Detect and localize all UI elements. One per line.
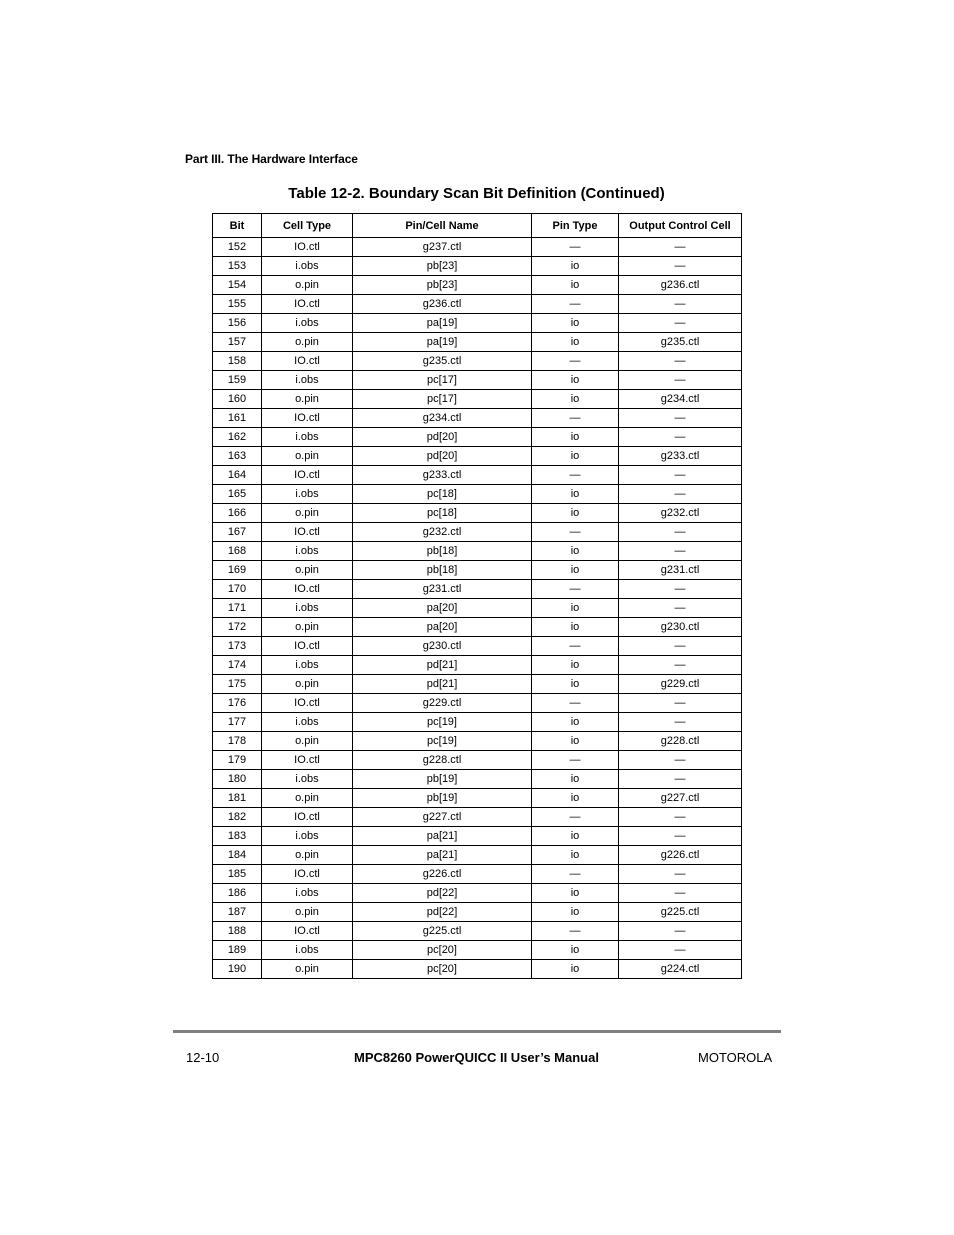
table-header-row <box>213 214 742 238</box>
cell-pin-cell-name: pd[21] <box>353 675 532 694</box>
cell-pin-type: — <box>532 580 619 599</box>
cell-output-control-cell: — <box>619 656 742 675</box>
cell-bit: 176 <box>213 694 262 713</box>
cell-output-control-cell: — <box>619 884 742 903</box>
table-row <box>213 751 742 770</box>
table-row <box>213 941 742 960</box>
cell-pin-type: io <box>532 960 619 979</box>
cell-pin-cell-name: pc[19] <box>353 732 532 751</box>
cell-pin-cell-name: pb[23] <box>353 276 532 295</box>
cell-pin-type: — <box>532 637 619 656</box>
cell-pin-type: io <box>532 713 619 732</box>
cell-pin-type: — <box>532 694 619 713</box>
cell-pin-cell-name: g236.ctl <box>353 295 532 314</box>
cell-output-control-cell: — <box>619 314 742 333</box>
cell-bit: 167 <box>213 523 262 542</box>
cell-pin-cell-name: pa[19] <box>353 314 532 333</box>
column-header-output-control-cell: Output Control Cell <box>619 214 742 238</box>
cell-cell-type: i.obs <box>262 542 353 561</box>
cell-pin-cell-name: pb[19] <box>353 770 532 789</box>
cell-output-control-cell: — <box>619 542 742 561</box>
cell-pin-type: io <box>532 827 619 846</box>
table-row <box>213 352 742 371</box>
table-row <box>213 922 742 941</box>
cell-pin-cell-name: pc[18] <box>353 485 532 504</box>
cell-cell-type: IO.ctl <box>262 637 353 656</box>
table-row <box>213 314 742 333</box>
cell-cell-type: IO.ctl <box>262 523 353 542</box>
cell-cell-type: o.pin <box>262 789 353 808</box>
table-row <box>213 770 742 789</box>
table-row <box>213 960 742 979</box>
cell-pin-type: io <box>532 428 619 447</box>
cell-cell-type: i.obs <box>262 770 353 789</box>
cell-pin-cell-name: pd[20] <box>353 428 532 447</box>
cell-cell-type: o.pin <box>262 960 353 979</box>
cell-pin-cell-name: g229.ctl <box>353 694 532 713</box>
cell-pin-cell-name: pd[21] <box>353 656 532 675</box>
table-row <box>213 656 742 675</box>
cell-pin-type: — <box>532 238 619 257</box>
cell-bit: 181 <box>213 789 262 808</box>
cell-output-control-cell: — <box>619 257 742 276</box>
cell-cell-type: i.obs <box>262 485 353 504</box>
table-row <box>213 447 742 466</box>
footer-page-number: 12-10 <box>186 1050 220 1065</box>
cell-cell-type: o.pin <box>262 903 353 922</box>
cell-cell-type: i.obs <box>262 713 353 732</box>
cell-output-control-cell: g233.ctl <box>619 447 742 466</box>
cell-cell-type: o.pin <box>262 561 353 580</box>
cell-output-control-cell: — <box>619 865 742 884</box>
cell-pin-cell-name: g234.ctl <box>353 409 532 428</box>
cell-output-control-cell: g232.ctl <box>619 504 742 523</box>
cell-pin-cell-name: pb[23] <box>353 257 532 276</box>
cell-pin-cell-name: pc[20] <box>353 960 532 979</box>
cell-pin-cell-name: g237.ctl <box>353 238 532 257</box>
cell-bit: 170 <box>213 580 262 599</box>
cell-bit: 168 <box>213 542 262 561</box>
cell-pin-cell-name: g226.ctl <box>353 865 532 884</box>
cell-pin-type: io <box>532 314 619 333</box>
cell-pin-cell-name: pa[21] <box>353 827 532 846</box>
cell-cell-type: IO.ctl <box>262 922 353 941</box>
cell-bit: 161 <box>213 409 262 428</box>
cell-output-control-cell: — <box>619 371 742 390</box>
column-header-cell-type: Cell Type <box>262 214 353 238</box>
table-row <box>213 466 742 485</box>
cell-cell-type: o.pin <box>262 618 353 637</box>
cell-output-control-cell: — <box>619 523 742 542</box>
cell-pin-type: — <box>532 409 619 428</box>
cell-pin-cell-name: pd[22] <box>353 903 532 922</box>
table-row <box>213 903 742 922</box>
cell-bit: 179 <box>213 751 262 770</box>
cell-bit: 152 <box>213 238 262 257</box>
cell-output-control-cell: g226.ctl <box>619 846 742 865</box>
cell-output-control-cell: g228.ctl <box>619 732 742 751</box>
cell-pin-type: — <box>532 808 619 827</box>
table-row <box>213 333 742 352</box>
column-header-pin-cell-name: Pin/Cell Name <box>353 214 532 238</box>
cell-cell-type: o.pin <box>262 846 353 865</box>
cell-pin-type: io <box>532 675 619 694</box>
cell-pin-cell-name: pb[18] <box>353 542 532 561</box>
table-row <box>213 694 742 713</box>
cell-output-control-cell: g231.ctl <box>619 561 742 580</box>
table-row <box>213 390 742 409</box>
cell-pin-cell-name: g228.ctl <box>353 751 532 770</box>
cell-pin-type: io <box>532 257 619 276</box>
cell-bit: 174 <box>213 656 262 675</box>
cell-pin-cell-name: g230.ctl <box>353 637 532 656</box>
table-row <box>213 827 742 846</box>
cell-pin-cell-name: pd[20] <box>353 447 532 466</box>
table-row <box>213 808 742 827</box>
cell-cell-type: o.pin <box>262 276 353 295</box>
cell-pin-type: — <box>532 865 619 884</box>
table-body <box>213 238 742 979</box>
cell-output-control-cell: — <box>619 466 742 485</box>
table-row <box>213 865 742 884</box>
cell-cell-type: o.pin <box>262 333 353 352</box>
cell-bit: 175 <box>213 675 262 694</box>
cell-output-control-cell: — <box>619 941 742 960</box>
cell-pin-cell-name: g235.ctl <box>353 352 532 371</box>
cell-pin-type: — <box>532 466 619 485</box>
table-row <box>213 504 742 523</box>
cell-pin-cell-name: g225.ctl <box>353 922 532 941</box>
cell-output-control-cell: g230.ctl <box>619 618 742 637</box>
cell-pin-cell-name: pa[20] <box>353 599 532 618</box>
cell-bit: 171 <box>213 599 262 618</box>
cell-output-control-cell: — <box>619 409 742 428</box>
cell-pin-type: io <box>532 504 619 523</box>
table-row <box>213 257 742 276</box>
cell-output-control-cell: — <box>619 827 742 846</box>
column-header-pin-type: Pin Type <box>532 214 619 238</box>
cell-bit: 164 <box>213 466 262 485</box>
cell-pin-cell-name: g232.ctl <box>353 523 532 542</box>
table-row <box>213 884 742 903</box>
cell-pin-type: io <box>532 599 619 618</box>
cell-cell-type: IO.ctl <box>262 352 353 371</box>
table-row <box>213 732 742 751</box>
table-row <box>213 485 742 504</box>
cell-cell-type: i.obs <box>262 599 353 618</box>
table-title: Table 12-2. Boundary Scan Bit Definition (Continued) <box>288 185 665 202</box>
cell-bit: 156 <box>213 314 262 333</box>
cell-pin-type: io <box>532 656 619 675</box>
cell-bit: 160 <box>213 390 262 409</box>
cell-pin-type: io <box>532 276 619 295</box>
cell-cell-type: i.obs <box>262 257 353 276</box>
table-row <box>213 542 742 561</box>
cell-pin-cell-name: pa[19] <box>353 333 532 352</box>
cell-output-control-cell: — <box>619 713 742 732</box>
cell-output-control-cell: g234.ctl <box>619 390 742 409</box>
cell-bit: 190 <box>213 960 262 979</box>
cell-pin-cell-name: pa[20] <box>353 618 532 637</box>
cell-pin-cell-name: pc[19] <box>353 713 532 732</box>
cell-cell-type: i.obs <box>262 941 353 960</box>
cell-output-control-cell: g229.ctl <box>619 675 742 694</box>
cell-cell-type: IO.ctl <box>262 238 353 257</box>
cell-cell-type: IO.ctl <box>262 694 353 713</box>
cell-output-control-cell: — <box>619 694 742 713</box>
table-row <box>213 295 742 314</box>
cell-bit: 173 <box>213 637 262 656</box>
cell-cell-type: i.obs <box>262 428 353 447</box>
cell-bit: 166 <box>213 504 262 523</box>
cell-bit: 153 <box>213 257 262 276</box>
cell-cell-type: i.obs <box>262 827 353 846</box>
cell-pin-type: io <box>532 561 619 580</box>
table-row <box>213 580 742 599</box>
cell-pin-type: io <box>532 618 619 637</box>
cell-cell-type: o.pin <box>262 390 353 409</box>
cell-output-control-cell: — <box>619 580 742 599</box>
cell-output-control-cell: — <box>619 485 742 504</box>
table-row <box>213 523 742 542</box>
cell-output-control-cell: — <box>619 352 742 371</box>
cell-output-control-cell: — <box>619 770 742 789</box>
cell-pin-cell-name: pb[19] <box>353 789 532 808</box>
cell-bit: 187 <box>213 903 262 922</box>
cell-bit: 186 <box>213 884 262 903</box>
table-row <box>213 238 742 257</box>
cell-pin-type: io <box>532 846 619 865</box>
cell-cell-type: i.obs <box>262 884 353 903</box>
cell-bit: 159 <box>213 371 262 390</box>
cell-bit: 189 <box>213 941 262 960</box>
cell-pin-cell-name: g231.ctl <box>353 580 532 599</box>
cell-cell-type: o.pin <box>262 504 353 523</box>
table-row <box>213 846 742 865</box>
cell-pin-type: io <box>532 333 619 352</box>
cell-output-control-cell: — <box>619 751 742 770</box>
cell-pin-cell-name: g233.ctl <box>353 466 532 485</box>
cell-bit: 154 <box>213 276 262 295</box>
cell-cell-type: IO.ctl <box>262 295 353 314</box>
cell-pin-type: — <box>532 523 619 542</box>
cell-cell-type: i.obs <box>262 314 353 333</box>
cell-output-control-cell: — <box>619 428 742 447</box>
cell-pin-type: — <box>532 295 619 314</box>
table-row <box>213 637 742 656</box>
table-row <box>213 789 742 808</box>
footer-company: MOTOROLA <box>698 1050 773 1065</box>
cell-bit: 184 <box>213 846 262 865</box>
cell-cell-type: IO.ctl <box>262 808 353 827</box>
cell-bit: 158 <box>213 352 262 371</box>
cell-bit: 163 <box>213 447 262 466</box>
cell-bit: 169 <box>213 561 262 580</box>
cell-cell-type: i.obs <box>262 371 353 390</box>
table-row <box>213 713 742 732</box>
cell-pin-cell-name: pc[20] <box>353 941 532 960</box>
cell-output-control-cell: — <box>619 922 742 941</box>
cell-output-control-cell: g236.ctl <box>619 276 742 295</box>
cell-pin-type: io <box>532 903 619 922</box>
cell-pin-type: io <box>532 941 619 960</box>
cell-bit: 185 <box>213 865 262 884</box>
cell-pin-type: io <box>532 371 619 390</box>
boundary-scan-table <box>212 213 742 979</box>
cell-cell-type: o.pin <box>262 447 353 466</box>
cell-pin-cell-name: pc[17] <box>353 390 532 409</box>
table-row <box>213 599 742 618</box>
table-row <box>213 371 742 390</box>
cell-pin-cell-name: g227.ctl <box>353 808 532 827</box>
cell-bit: 172 <box>213 618 262 637</box>
cell-output-control-cell: — <box>619 295 742 314</box>
table-row <box>213 409 742 428</box>
cell-bit: 157 <box>213 333 262 352</box>
cell-pin-type: io <box>532 789 619 808</box>
cell-output-control-cell: — <box>619 599 742 618</box>
section-header: Part III. The Hardware Interface <box>185 152 358 166</box>
cell-pin-type: io <box>532 770 619 789</box>
cell-cell-type: IO.ctl <box>262 580 353 599</box>
cell-pin-type: — <box>532 922 619 941</box>
column-header-bit: Bit <box>213 214 262 238</box>
cell-pin-type: io <box>532 732 619 751</box>
cell-bit: 165 <box>213 485 262 504</box>
cell-output-control-cell: — <box>619 808 742 827</box>
cell-cell-type: IO.ctl <box>262 865 353 884</box>
cell-bit: 178 <box>213 732 262 751</box>
cell-pin-type: io <box>532 542 619 561</box>
cell-cell-type: IO.ctl <box>262 409 353 428</box>
cell-bit: 177 <box>213 713 262 732</box>
cell-pin-type: — <box>532 751 619 770</box>
cell-cell-type: o.pin <box>262 675 353 694</box>
cell-output-control-cell: g235.ctl <box>619 333 742 352</box>
cell-cell-type: i.obs <box>262 656 353 675</box>
cell-bit: 182 <box>213 808 262 827</box>
cell-pin-type: io <box>532 447 619 466</box>
cell-pin-type: — <box>532 352 619 371</box>
cell-bit: 180 <box>213 770 262 789</box>
cell-pin-cell-name: pd[22] <box>353 884 532 903</box>
cell-pin-cell-name: pc[18] <box>353 504 532 523</box>
cell-output-control-cell: — <box>619 238 742 257</box>
cell-output-control-cell: g224.ctl <box>619 960 742 979</box>
cell-bit: 183 <box>213 827 262 846</box>
cell-pin-type: io <box>532 884 619 903</box>
cell-output-control-cell: g227.ctl <box>619 789 742 808</box>
cell-pin-type: io <box>532 390 619 409</box>
cell-cell-type: IO.ctl <box>262 466 353 485</box>
cell-output-control-cell: — <box>619 637 742 656</box>
cell-cell-type: IO.ctl <box>262 751 353 770</box>
table-row <box>213 428 742 447</box>
footer-manual-title: MPC8260 PowerQUICC II User’s Manual <box>354 1050 599 1065</box>
cell-bit: 162 <box>213 428 262 447</box>
table-row <box>213 618 742 637</box>
table-row <box>213 675 742 694</box>
table-row <box>213 276 742 295</box>
cell-pin-cell-name: pb[18] <box>353 561 532 580</box>
table-row <box>213 561 742 580</box>
cell-pin-cell-name: pc[17] <box>353 371 532 390</box>
cell-pin-cell-name: pa[21] <box>353 846 532 865</box>
footer-rule <box>173 1030 781 1033</box>
cell-bit: 188 <box>213 922 262 941</box>
cell-pin-type: io <box>532 485 619 504</box>
cell-bit: 155 <box>213 295 262 314</box>
cell-output-control-cell: g225.ctl <box>619 903 742 922</box>
cell-cell-type: o.pin <box>262 732 353 751</box>
